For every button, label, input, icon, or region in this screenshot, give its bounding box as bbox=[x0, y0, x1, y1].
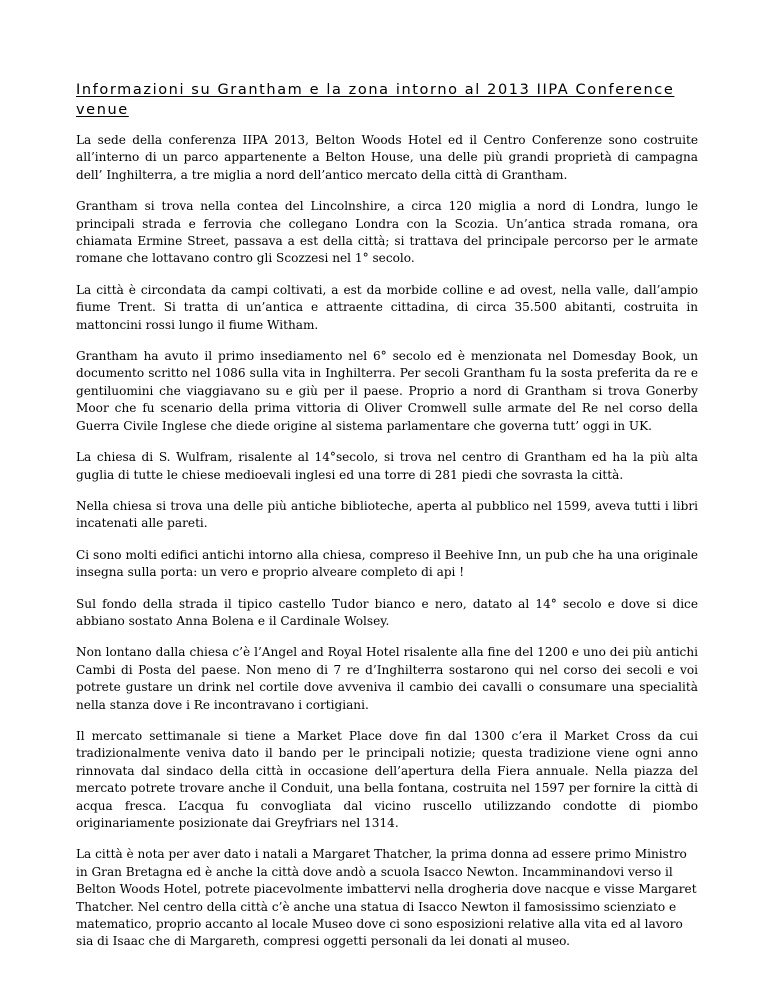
paragraph-beehive-inn: Ci sono molti edifici antichi intorno alla chiesa, compreso il Beehive Inn, un pub che ha una originale insegna sulla porta: un vero e proprio alveare completo di api ! bbox=[76, 547, 698, 580]
paragraph-market-place: Il mercato settimanale si tiene a Market Place dove fin dal 1300 c’era il Market Cross da cui tradizionalmente veniva dato il bando per le principali notizie; questa tradizione viene ogni anno rinnovata dal sindaco della città in occasione dell’apertura della Fiera annuale. Nella piazza del mercato potrete trovare anche il Conduit, una bella fontana, costruita nel 1597 per fornire la città di acqua fresca. L’acqua fu convogliata dal vicino ruscello utilizzando condotte di piombo originariamente posizionate dai Greyfriars nel 1314. bbox=[76, 728, 698, 830]
paragraph-angel-royal-hotel: Non lontano dalla chiesa c’è l’Angel and Royal Hotel risalente alla fine del 1200 e uno dei più antichi Cambi di Posta del paese. Non meno di 7 re d’Inghilterra sostarono qui nel corso dei secoli e voi potrete gustare un drink nel cortile dove avveniva il cambio dei cavalli o consumare una specialità nella stanza dove i Re incontravano i cortigiani. bbox=[76, 645, 698, 712]
paragraph-grantham-location: Grantham si trova nella contea del Lincolnshire, a circa 120 miglia a nord di Londra, lungo le principali strada e ferrovia che collegano Londra con la Scozia. Un’antica strada romana, ora chiamata Ermine Street, passava a est della città; si trattava del principale percorso per le armate romane che lottavano contro gli Scozzesi nel 1° secolo. bbox=[76, 199, 698, 266]
document-title: Informazioni su Grantham e la zona intorno al 2013 IIPA Conference venue bbox=[76, 82, 675, 118]
paragraph-thatcher-newton: La città è nota per aver dato i natali a Margaret Thatcher, la prima donna ad essere primo Ministro in Gran Bretagna ed è anche la città dove andò a scuola Isacco Newton. Incamminandovi verso il Belton Woods Hotel, potrete piacevolmente imbattervi nella drogheria dove nacque e visse Margaret Thatcher. Nel centro della città c’è anche una statua di Isacco Newton il famosissimo scienziato e matematico, proprio accanto al locale Museo dove ci sono esposizioni relative alla vita ed al lavoro sia di Isaac che di Margareth, compresi oggetti personali da lei donati al museo. bbox=[76, 847, 697, 949]
paragraph-st-wulfram-church: La chiesa di S. Wulfram, risalente al 14°secolo, si trova nel centro di Grantham ed ha la più alta guglia di tutte le chiese medioevali inglesi ed una torre di 281 piedi che sovrasta la città. bbox=[76, 450, 698, 482]
paragraph-history: Grantham ha avuto il primo insediamento nel 6° secolo ed è menzionata nel Domesday Book, un documento scritto nel 1086 sulla vita in Inghilterra. Per secoli Grantham fu la sosta preferita da re e gentiluomini che viaggiavano su e giù per il paese. Proprio a nord di Grantham si trova Gonerby Moor che fu scenario della prima vittoria di Oliver Cromwell sulle armate del Re nel corso della Guerra Civile Inglese che diede origine al sistema parlamentare che governa tutt’ oggi in UK. bbox=[76, 349, 698, 433]
paragraph-tudor-castle: Sul fondo della strada il tipico castello Tudor bianco e nero, datato al 14° secolo e dove si dice abbiano sostato Anna Bolena e il Cardinale Wolsey. bbox=[76, 596, 698, 628]
paragraph-conference-venue: La sede della conferenza IIPA 2013, Belton Woods Hotel ed il Centro Conferenze sono costruite all’interno di un parco appartenente a Belton House, una delle più grandi proprietà di campagna dell’ Inghilterra, a tre miglia a nord dell’antico mercato della città di Grantham. bbox=[76, 133, 698, 182]
paragraph-library: Nella chiesa si trova una delle più antiche biblioteche, aperta al pubblico nel 1599, aveva tutti i libri incatenati alle pareti. bbox=[76, 498, 698, 531]
paragraph-surroundings: La città è circondata da campi coltivati, a est da morbide colline e ad ovest, nella valle, dall’ampio fiume Trent. Si tratta di un’antica e attraente cittadina, di circa 35.500 abitanti, costruita in mattoncini rossi lungo il fiume Witham. bbox=[76, 282, 698, 332]
